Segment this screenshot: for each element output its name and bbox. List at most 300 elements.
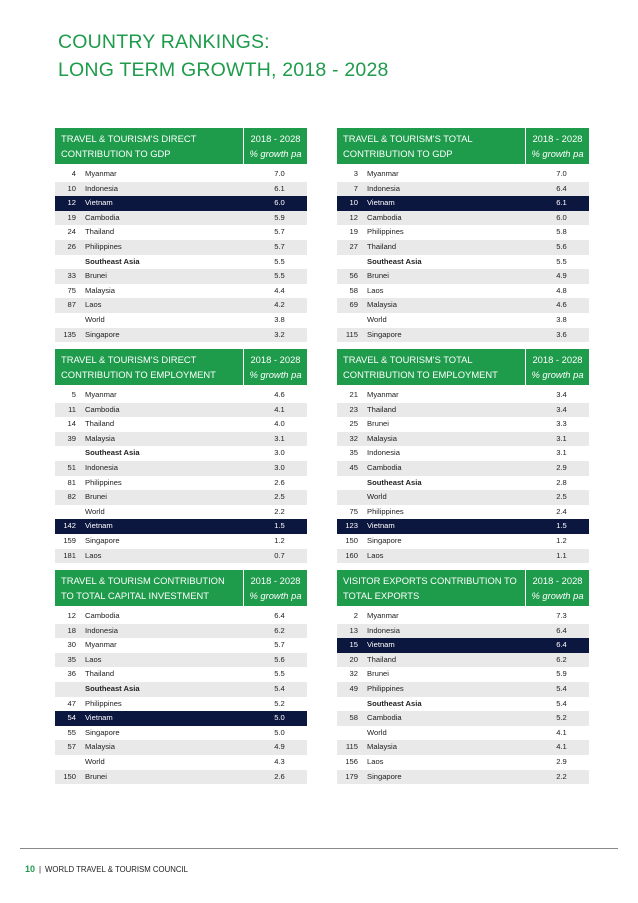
growth-value-cell: 6.1	[556, 198, 567, 208]
rank-cell: 150	[63, 771, 76, 781]
rank-cell: 36	[67, 669, 76, 679]
growth-value-cell: 2.2	[556, 771, 567, 781]
country-cell: World	[367, 492, 387, 502]
table-row	[337, 255, 589, 270]
growth-value-cell: 6.1	[274, 183, 285, 193]
table-row	[337, 225, 589, 240]
growth-value-cell: 6.2	[274, 625, 285, 635]
table-row	[337, 476, 589, 491]
growth-value-cell: 4.6	[556, 300, 567, 310]
rank-cell: 20	[349, 654, 358, 664]
rank-cell: 19	[349, 227, 358, 237]
rank-cell: 45	[349, 462, 358, 472]
rank-cell: 49	[349, 683, 358, 693]
table-row	[55, 196, 307, 211]
growth-value-cell: 5.6	[274, 654, 285, 664]
rank-cell: 57	[67, 742, 76, 752]
country-cell: Vietnam	[367, 640, 395, 650]
rank-cell: 115	[345, 329, 358, 339]
table-title: VISITOR EXPORTS CONTRIBUTION TO TOTAL EXPORTS	[337, 570, 526, 606]
table-row	[337, 549, 589, 564]
growth-column-header	[526, 128, 589, 164]
rank-cell	[337, 476, 358, 491]
rank-cell	[337, 490, 358, 505]
table-row	[55, 269, 307, 284]
rank-cell: 82	[67, 492, 76, 502]
table-row	[55, 432, 307, 447]
growth-value-cell: 4.8	[556, 285, 567, 295]
rank-cell: 56	[349, 271, 358, 281]
rank-cell: 3	[353, 169, 358, 178]
growth-value-cell: 2.9	[556, 756, 567, 766]
rank-cell: 15	[349, 640, 358, 650]
table-body	[337, 167, 589, 342]
growth-value-cell: 6.4	[556, 625, 567, 635]
ranking-table	[55, 128, 307, 342]
rank-cell: 12	[349, 212, 358, 222]
table-row	[55, 609, 307, 624]
growth-value-cell: 2.5	[274, 492, 285, 502]
country-cell: Brunei	[85, 771, 107, 781]
country-cell: Indonesia	[367, 183, 400, 193]
table-row	[337, 182, 589, 197]
growth-value-cell: 3.1	[274, 433, 285, 443]
growth-unit: % growth pa	[249, 148, 302, 159]
table-row	[55, 225, 307, 240]
country-cell: Malaysia	[85, 433, 115, 443]
growth-column-header	[244, 128, 307, 164]
country-cell: Cambodia	[85, 611, 120, 620]
rank-cell: 21	[349, 390, 358, 399]
table-row	[337, 284, 589, 299]
table-row	[337, 298, 589, 313]
country-cell: Philippines	[367, 683, 404, 693]
growth-value-cell: 5.7	[274, 640, 285, 650]
table-row	[55, 770, 307, 785]
growth-value-cell: 4.3	[274, 756, 285, 766]
country-cell: Malaysia	[85, 285, 115, 295]
growth-value-cell: 3.1	[556, 448, 567, 458]
table-row	[337, 653, 589, 668]
country-cell: Malaysia	[367, 742, 397, 752]
country-cell: Indonesia	[85, 462, 118, 472]
table-body	[55, 167, 307, 342]
growth-value-cell: 4.9	[556, 271, 567, 281]
rank-cell: 19	[67, 212, 76, 222]
rank-cell: 58	[349, 285, 358, 295]
growth-value-cell: 5.0	[274, 713, 285, 723]
growth-column-header	[244, 349, 307, 385]
rank-cell: 30	[67, 640, 76, 650]
table-row	[337, 505, 589, 520]
growth-value-cell: 5.5	[274, 256, 285, 266]
growth-years: 2018 - 2028	[250, 133, 301, 144]
country-cell: Philippines	[367, 506, 404, 516]
country-cell: Brunei	[367, 669, 389, 679]
table-row	[337, 490, 589, 505]
country-cell: Singapore	[85, 727, 120, 737]
growth-value-cell: 2.5	[556, 492, 567, 502]
ranking-table	[337, 349, 589, 563]
table-row	[55, 403, 307, 418]
country-cell: Malaysia	[85, 742, 115, 752]
country-cell: Brunei	[367, 271, 389, 281]
country-cell: Vietnam	[367, 521, 395, 531]
growth-value-cell: 3.3	[556, 419, 567, 429]
country-cell: World	[85, 314, 105, 324]
rank-cell: 181	[63, 550, 76, 560]
rank-cell: 75	[67, 285, 76, 295]
table-row	[55, 446, 307, 461]
table-row	[55, 624, 307, 639]
table-body	[337, 388, 589, 563]
rank-cell: 142	[63, 521, 76, 531]
growth-column-header	[526, 349, 589, 385]
growth-value-cell: 5.7	[274, 241, 285, 251]
rank-cell: 11	[68, 404, 76, 414]
country-cell: Laos	[85, 654, 102, 664]
growth-column-header	[244, 570, 307, 606]
rank-cell: 58	[349, 713, 358, 723]
country-cell: Indonesia	[85, 183, 118, 193]
rank-cell	[55, 755, 76, 770]
growth-value-cell: 2.8	[556, 477, 567, 487]
rank-cell: 32	[349, 433, 358, 443]
rank-cell: 54	[67, 713, 76, 723]
table-row	[337, 534, 589, 549]
country-cell: Singapore	[85, 535, 120, 545]
country-cell: Myanmar	[367, 611, 399, 620]
table-row	[337, 388, 589, 403]
country-cell: Indonesia	[85, 625, 118, 635]
rank-cell: 135	[63, 329, 76, 339]
country-cell: Southeast Asia	[367, 256, 422, 266]
country-cell: Cambodia	[367, 462, 402, 472]
growth-column-header	[526, 570, 589, 606]
table-row	[55, 240, 307, 255]
country-cell: World	[85, 756, 105, 766]
country-cell: Cambodia	[367, 212, 402, 222]
country-cell: Myanmar	[367, 169, 399, 178]
table-row	[55, 653, 307, 668]
country-cell: Indonesia	[367, 625, 400, 635]
country-cell: Southeast Asia	[367, 477, 422, 487]
rank-cell: 26	[67, 241, 76, 251]
rank-cell: 69	[349, 300, 358, 310]
table-row	[55, 182, 307, 197]
table-row	[337, 328, 589, 343]
country-cell: Southeast Asia	[85, 256, 140, 266]
rank-cell	[337, 726, 358, 741]
rank-cell	[55, 313, 76, 328]
rank-cell: 23	[349, 404, 358, 414]
growth-value-cell: 4.2	[274, 300, 285, 310]
table-row	[55, 490, 307, 505]
growth-value-cell: 5.4	[556, 698, 567, 708]
country-cell: Singapore	[367, 535, 402, 545]
growth-value-cell: 6.4	[556, 640, 567, 650]
growth-years: 2018 - 2028	[532, 133, 583, 144]
growth-value-cell: 6.0	[556, 212, 567, 222]
country-cell: Thailand	[367, 241, 397, 251]
rank-cell	[55, 682, 76, 697]
growth-unit: % growth pa	[249, 369, 302, 380]
table-row	[55, 211, 307, 226]
table-row	[55, 726, 307, 741]
rank-cell: 39	[67, 433, 76, 443]
table-row	[55, 697, 307, 712]
growth-value-cell: 5.5	[556, 256, 567, 266]
growth-unit: % growth pa	[531, 590, 584, 601]
table-row	[337, 740, 589, 755]
table-row	[337, 417, 589, 432]
growth-value-cell: 3.0	[274, 462, 285, 472]
table-row	[337, 211, 589, 226]
country-cell: Myanmar	[85, 169, 117, 178]
rank-cell: 156	[345, 756, 358, 766]
table-row	[337, 196, 589, 211]
country-cell: Thailand	[85, 227, 115, 237]
table-row	[55, 505, 307, 520]
country-cell: Thailand	[367, 654, 397, 664]
rank-cell: 7	[353, 183, 358, 193]
country-cell: Malaysia	[367, 300, 397, 310]
table-row	[55, 313, 307, 328]
growth-value-cell: 1.2	[274, 535, 285, 545]
ranking-table	[337, 570, 589, 784]
growth-value-cell: 3.1	[556, 433, 567, 443]
table-row	[55, 328, 307, 343]
table-row	[55, 711, 307, 726]
growth-years: 2018 - 2028	[250, 354, 301, 365]
country-cell: Vietnam	[85, 713, 113, 723]
growth-value-cell: 2.6	[274, 771, 285, 781]
growth-value-cell: 1.5	[274, 521, 285, 531]
table-header	[55, 349, 307, 385]
rank-cell	[337, 313, 358, 328]
rank-cell	[55, 505, 76, 520]
rank-cell: 25	[349, 419, 358, 429]
rank-cell: 5	[71, 390, 76, 399]
growth-value-cell: 2.9	[556, 462, 567, 472]
country-cell: Vietnam	[85, 198, 113, 208]
table-row	[337, 269, 589, 284]
rank-cell: 115	[345, 742, 358, 752]
page-title-line1: COUNTRY RANKINGS:	[58, 31, 270, 53]
table-header	[55, 128, 307, 164]
table-row	[337, 432, 589, 447]
country-cell: Malaysia	[367, 433, 397, 443]
rank-cell: 150	[345, 535, 358, 545]
growth-value-cell: 5.5	[274, 669, 285, 679]
table-row	[55, 638, 307, 653]
table-row	[337, 519, 589, 534]
table-row	[337, 446, 589, 461]
country-cell: World	[367, 727, 387, 737]
ranking-table	[55, 570, 307, 784]
table-title: TRAVEL & TOURISM'S DIRECT CONTRIBUTION TO GDP	[55, 128, 244, 164]
table-row	[337, 755, 589, 770]
footer-separator: |	[39, 865, 42, 874]
country-cell: Myanmar	[85, 640, 117, 650]
growth-value-cell: 5.2	[556, 713, 567, 723]
growth-value-cell: 4.1	[556, 727, 567, 737]
rank-cell: 2	[353, 611, 358, 620]
growth-years: 2018 - 2028	[532, 354, 583, 365]
rank-cell: 13	[349, 625, 358, 635]
country-cell: Laos	[367, 550, 384, 560]
growth-value-cell: 4.9	[274, 742, 285, 752]
country-cell: World	[367, 314, 387, 324]
table-row	[55, 167, 307, 182]
growth-value-cell: 4.0	[274, 419, 285, 429]
country-cell: Brunei	[367, 419, 389, 429]
table-body	[55, 609, 307, 784]
country-cell: Singapore	[85, 329, 120, 339]
growth-value-cell: 5.8	[556, 227, 567, 237]
table-body	[337, 609, 589, 784]
table-row	[337, 711, 589, 726]
country-cell: Southeast Asia	[85, 683, 140, 693]
table-row	[55, 255, 307, 270]
table-row	[55, 476, 307, 491]
table-row	[337, 682, 589, 697]
rank-cell: 10	[349, 198, 358, 208]
country-cell: Cambodia	[85, 404, 120, 414]
rank-cell: 47	[67, 698, 76, 708]
country-cell: Vietnam	[85, 521, 113, 531]
country-cell: Brunei	[85, 492, 107, 502]
footer-divider	[20, 848, 618, 849]
table-row	[55, 549, 307, 564]
growth-value-cell: 5.0	[274, 727, 285, 737]
growth-value-cell: 4.1	[556, 742, 567, 752]
rank-cell: 159	[63, 535, 76, 545]
growth-value-cell: 3.2	[274, 329, 285, 339]
growth-value-cell: 7.0	[274, 169, 285, 178]
country-cell: Laos	[85, 300, 102, 310]
growth-years: 2018 - 2028	[532, 575, 583, 586]
table-title: TRAVEL & TOURISM'S DIRECT CONTRIBUTION TO EMPLOYMENT	[55, 349, 244, 385]
growth-value-cell: 6.0	[274, 198, 285, 208]
country-cell: Singapore	[367, 329, 402, 339]
table-row	[337, 624, 589, 639]
growth-value-cell: 5.4	[556, 683, 567, 693]
country-cell: Cambodia	[85, 212, 120, 222]
rank-cell: 4	[71, 169, 76, 178]
growth-value-cell: 7.0	[556, 169, 567, 178]
growth-value-cell: 3.8	[274, 314, 285, 324]
growth-value-cell: 5.9	[556, 669, 567, 679]
country-cell: Laos	[367, 285, 384, 295]
country-cell: Thailand	[85, 669, 115, 679]
ranking-table	[337, 128, 589, 342]
growth-value-cell: 5.9	[274, 212, 285, 222]
footer	[25, 864, 188, 874]
table-row	[55, 284, 307, 299]
growth-value-cell: 3.6	[556, 329, 567, 339]
table-body	[55, 388, 307, 563]
growth-value-cell: 0.7	[274, 550, 285, 560]
footer-org: WORLD TRAVEL & TOURISM COUNCIL	[45, 865, 189, 874]
growth-value-cell: 7.3	[556, 611, 567, 620]
growth-value-cell: 3.8	[556, 314, 567, 324]
table-row	[337, 770, 589, 785]
country-cell: Philippines	[85, 477, 122, 487]
rank-cell: 81	[67, 477, 76, 487]
country-cell: Cambodia	[367, 713, 402, 723]
growth-value-cell: 5.7	[274, 227, 285, 237]
growth-value-cell: 5.6	[556, 241, 567, 251]
page-number: 10	[25, 864, 36, 874]
page-title-line2: LONG TERM GROWTH, 2018 - 2028	[58, 59, 389, 81]
growth-value-cell: 1.5	[556, 521, 567, 531]
table-row	[55, 667, 307, 682]
growth-value-cell: 6.4	[274, 611, 285, 620]
rank-cell	[337, 255, 358, 270]
rank-cell: 55	[67, 727, 76, 737]
table-row	[337, 638, 589, 653]
rank-cell: 12	[67, 611, 76, 620]
country-cell: Brunei	[85, 271, 107, 281]
growth-value-cell: 2.2	[274, 506, 285, 516]
table-row	[337, 167, 589, 182]
table-row	[55, 682, 307, 697]
rank-cell: 35	[67, 654, 76, 664]
rank-cell: 75	[349, 506, 358, 516]
growth-value-cell: 4.6	[274, 390, 285, 399]
growth-unit: % growth pa	[531, 148, 584, 159]
country-cell: Philippines	[367, 227, 404, 237]
growth-value-cell: 1.1	[556, 550, 567, 560]
rank-cell	[337, 697, 358, 712]
rank-cell: 51	[67, 462, 76, 472]
growth-value-cell: 4.4	[274, 285, 285, 295]
table-row	[337, 403, 589, 418]
rank-cell	[55, 255, 76, 270]
country-cell: Laos	[85, 550, 102, 560]
rank-cell: 10	[67, 183, 76, 193]
table-row	[55, 298, 307, 313]
country-cell: Singapore	[367, 771, 402, 781]
country-cell: Thailand	[85, 419, 115, 429]
table-row	[55, 519, 307, 534]
growth-value-cell: 5.2	[274, 698, 285, 708]
rank-cell: 35	[349, 448, 358, 458]
table-row	[55, 534, 307, 549]
country-cell: Vietnam	[367, 198, 395, 208]
table-row	[337, 697, 589, 712]
rank-cell: 27	[349, 241, 358, 251]
growth-unit: % growth pa	[531, 369, 584, 380]
table-row	[55, 461, 307, 476]
rank-cell: 160	[345, 550, 358, 560]
country-cell: Philippines	[85, 241, 122, 251]
page-title	[58, 28, 389, 84]
table-row	[337, 609, 589, 624]
growth-value-cell: 5.4	[274, 683, 285, 693]
growth-years: 2018 - 2028	[250, 575, 301, 586]
table-row	[337, 667, 589, 682]
table-title: TRAVEL & TOURISM'S TOTAL CONTRIBUTION TO GDP	[337, 128, 526, 164]
ranking-table	[55, 349, 307, 563]
country-cell: Indonesia	[367, 448, 400, 458]
rank-cell: 12	[67, 198, 76, 208]
rank-cell: 33	[67, 271, 76, 281]
table-row	[55, 740, 307, 755]
growth-value-cell: 2.6	[274, 477, 285, 487]
country-cell: Thailand	[367, 404, 397, 414]
